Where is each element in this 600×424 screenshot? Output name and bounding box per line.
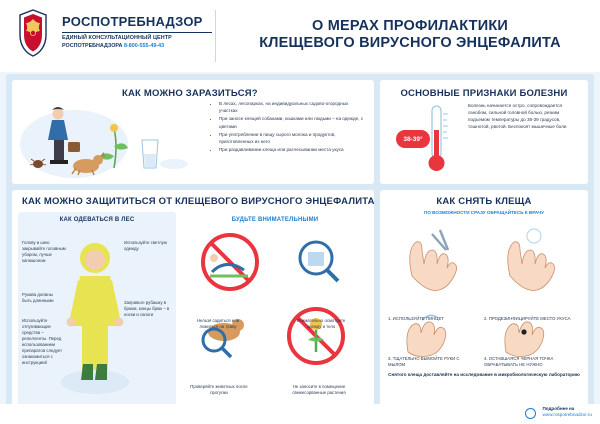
page-title-line2: КЛЕЩЕВОГО ВИРУСНОГО ЭНЦЕФАЛИТА — [259, 35, 561, 51]
consult-center-line1: ЕДИНЫЙ КОНСУЛЬТАЦИОННЫЙ ЦЕНТР — [62, 35, 172, 41]
consult-center-line2 — [62, 43, 164, 49]
org-name: РОСПОТРЕБНАДЗОР — [62, 14, 203, 29]
careful-note-plants: Не заносите в помещение свежесорванные растения — [292, 384, 346, 395]
remove-heading: КАК СНЯТЬ КЛЕЩА — [436, 196, 532, 207]
signs-text: Болезнь начинается остро, сопровождается ознобом, сильной головной болью, резким подъемом температуры до 38-39 градусов, тошнотой, рвотой. Беспокоят мышечные боли — [468, 103, 567, 129]
careful-note-inspect: Внимательно осмотрите одежду и тело — [296, 318, 346, 329]
header-divider — [62, 32, 212, 33]
infection-illustration — [14, 98, 210, 182]
page-title — [230, 18, 590, 52]
globe-icon — [525, 408, 536, 419]
dress-note-repellent: Используйте отпугивающие средства – репелленты. Перед использованием препаратов следует ознакомиться с инструкцией — [22, 318, 63, 365]
header-vertical-separator — [215, 10, 216, 62]
list-item: • В лесах, лесопарках, на индивидуальных садово-огородных участках — [219, 100, 368, 114]
list-item: • При раздавливании клеща или расчесывании места укуса — [219, 146, 368, 153]
remove-step-3: 3. ТЩАТЕЛЬНО ВЫМОЙТЕ РУКИ С МЫЛОМ — [388, 356, 460, 367]
remove-step-1: 1. ИСПОЛЬЗУЙТЕ ПИНЦЕТ — [388, 316, 444, 321]
consult-center-phone[interactable]: 8-800-555-49-43 — [123, 43, 165, 49]
footer-label: Подробнее на — [542, 406, 575, 411]
temperature-badge: 38-39° — [396, 130, 430, 148]
remove-footer-note: Снятого клеща доставляйте на исследование в микробиологическую лабораторию — [388, 372, 580, 377]
dress-note-sleeves: Рукава должны быть длинными — [22, 292, 54, 303]
dress-note-tuck: Заправьте рубашку в брюки, концы брюк – в носки и сапоги — [124, 300, 170, 317]
page-title-line1: О МЕРАХ ПРОФИЛАКТИКИ — [311, 18, 508, 34]
consult-center-org: РОСПОТРЕБНАДЗОРА — [62, 43, 123, 49]
logo-block — [10, 8, 210, 66]
infection-heading: КАК МОЖНО ЗАРАЗИТЬСЯ? — [122, 88, 258, 99]
careful-note-grass: Нельзя садиться или ложиться на траву — [196, 318, 240, 329]
careful-title: БУДЬТЕ ВНИМАТЕЛЬНЫМИ — [231, 217, 319, 223]
list-item: • При заносе клещей собаками, кошками или людьми – на одежде, с цветами — [219, 115, 368, 129]
rospotrebnadzor-emblem-icon — [10, 8, 56, 58]
remove-step-4: 4. ОСТАВШАЯСЯ ЧЕРНАЯ ТОЧКА ОБРАБАТЫВАТЬ НЕ НУЖНО — [484, 356, 554, 367]
protect-heading: КАК МОЖНО ЗАЩИТИТЬСЯ ОТ КЛЕЩЕВОГО ВИРУСНОГО ЭНЦЕФАЛИТА — [22, 196, 375, 207]
dress-title: КАК ОДЕВАТЬСЯ В ЛЕС — [59, 217, 135, 223]
tick-removal-steps-illustration — [388, 220, 584, 370]
footer-site-block[interactable] — [542, 406, 592, 419]
footer-site[interactable]: www.rospotrebnadzor.ru — [542, 412, 592, 418]
footer — [0, 404, 600, 424]
careful-illustrations — [188, 228, 364, 400]
remove-step-2: 2. ПРОДЕЗИНФИЦИРУЙТЕ МЕСТО УКУСА — [484, 316, 571, 321]
dress-note-head: Голову и шею закрывайте головным убором, лучше капюшоном — [22, 240, 66, 263]
dress-note-light: Используйте светлую одежду — [124, 240, 167, 251]
infection-list — [212, 100, 368, 154]
signs-heading: ОСНОВНЫЕ ПРИЗНАКИ БОЛЕЗНИ — [400, 88, 568, 99]
list-item: • При употреблении в пищу сырого молока и продуктов, приготовленных из него — [219, 131, 368, 145]
header — [0, 0, 600, 72]
remove-subheading: ПО ВОЗМОЖНОСТИ СРАЗУ ОБРАЩАЙТЕСЬ К ВРАЧУ — [424, 210, 544, 215]
careful-note-pets: Проверяйте животных после прогулки — [190, 384, 248, 395]
